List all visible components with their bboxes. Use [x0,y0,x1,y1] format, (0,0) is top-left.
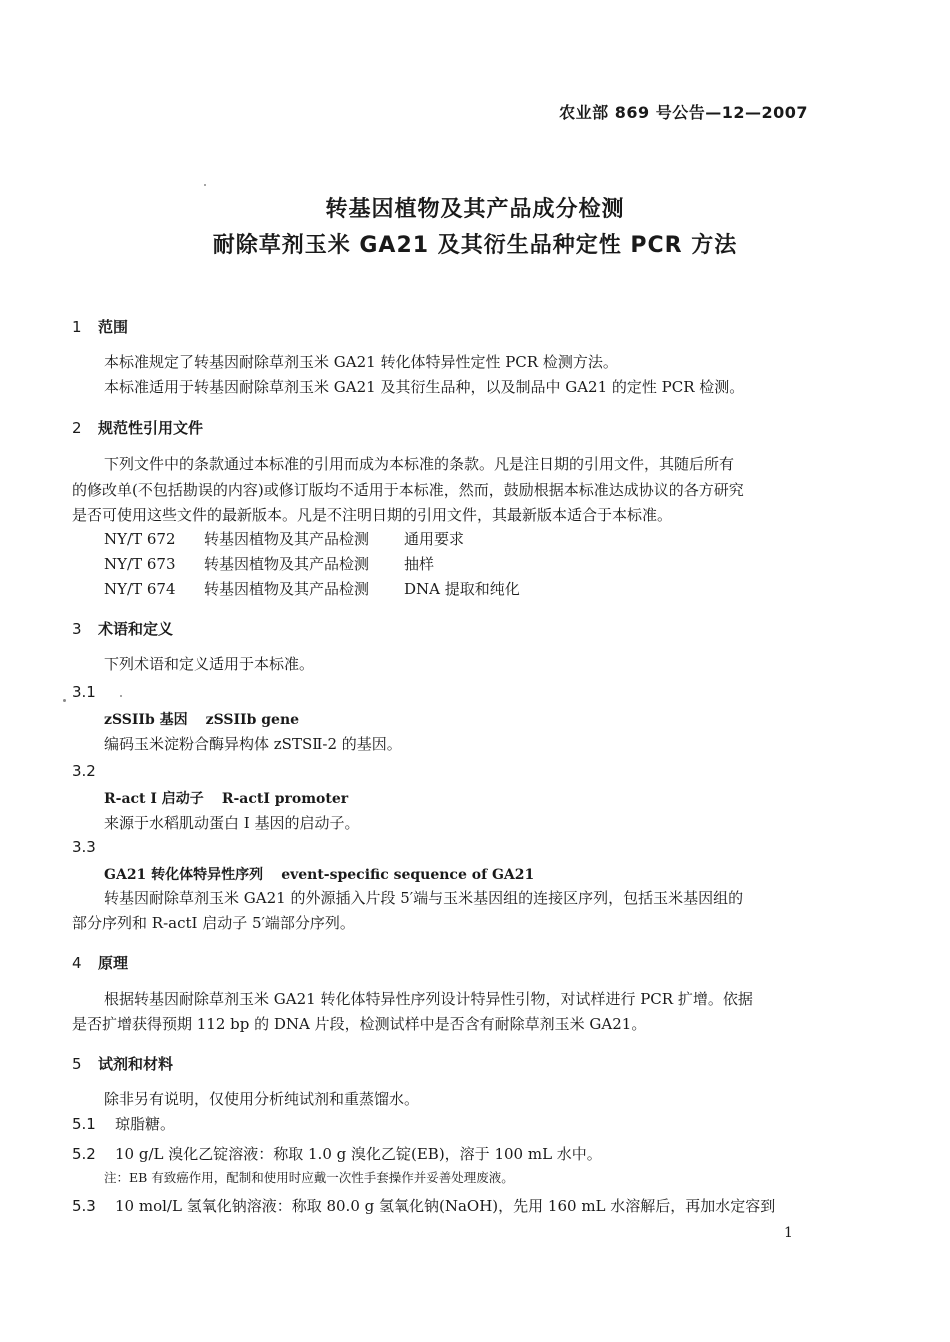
reference-part: 通用要求 [404,530,465,548]
reference-item [104,553,434,574]
term-chinese: R-act I 启动子 [104,791,204,807]
section-1-heading [72,316,128,337]
reference-part: 抽样 [404,555,435,573]
paragraph-line: 是否扩增获得预期 112 bp 的 DNA 片段，检测试样中是否含有耐除草剂玉米 GA21。 [72,1015,647,1033]
document-title-line1: 转基因植物及其产品成分检测 [325,197,625,222]
reference-title: 转基因植物及其产品检测 [204,555,370,573]
term-chinese: zSSIIb 基因 [104,712,188,728]
section-number: 4 [72,954,82,972]
paragraph-line: 下列文件中的条款通过本标准的引用而成为本标准的条款。凡是注日期的引用文件，其随后所有 [104,455,735,473]
reference-code: NY/T 674 [104,580,176,598]
scan-speck [204,184,206,186]
item-text: 琼脂糖。 [115,1115,176,1133]
paragraph: 本标准适用于转基因耐除草剂玉米 GA21 及其衍生品种，以及制品中 GA21 的定性 PCR 检测。 [104,378,745,396]
section-2-heading [72,417,203,438]
item-number: 5.3 [72,1197,96,1215]
reference-item [104,578,520,599]
section-title: 试剂和材料 [98,1055,174,1073]
standard-code: 农业部 869 号公告—12—2007 [559,103,808,122]
paragraph-line: 的修改单(不包括勘误的内容)或修订版均不适用于本标准，然而，鼓励根据本标准达成协议的各方研究 [72,481,744,499]
paragraph: 除非另有说明，仅使用分析纯试剂和重蒸馏水。 [104,1090,420,1108]
section-number: 2 [72,419,82,437]
term-definition: 来源于水稻肌动蛋白 I 基因的启动子。 [104,814,360,832]
section-4-heading [72,952,128,973]
section-title: 术语和定义 [98,620,174,638]
paragraph: 本标准规定了转基因耐除草剂玉米 GA21 转化体特异性定性 PCR 检测方法。 [104,353,618,371]
term-definition-line: 转基因耐除草剂玉米 GA21 的外源插入片段 5′端与玉米基因组的连接区序列，包括玉米基因组的 [104,889,744,907]
paragraph-line: 根据转基因耐除草剂玉米 GA21 转化体特异性序列设计特异性引物，对试样进行 PCR 扩增。依据 [104,990,753,1008]
term-heading [104,864,534,884]
term-heading [104,788,348,808]
page-number: 1 [784,1225,793,1241]
section-number: 5 [72,1055,82,1073]
reference-item [104,528,464,549]
term-number: 3.2 [72,762,96,780]
paragraph: 下列术语和定义适用于本标准。 [104,655,315,673]
note: 注：EB 有致癌作用，配制和使用时应戴一次性手套操作并妥善处理废液。 [104,1170,514,1185]
term-heading [104,709,299,729]
term-english: zSSIIb gene [205,712,300,728]
reference-code: NY/T 673 [104,555,176,573]
reference-title: 转基因植物及其产品检测 [204,580,370,598]
section-3-heading [72,618,173,639]
term-definition: 编码玉米淀粉合酶异构体 zSTSⅡ-2 的基因。 [104,735,402,753]
section-number: 1 [72,318,82,336]
section-5-heading [72,1053,173,1074]
reference-part: DNA 提取和纯化 [404,580,520,598]
term-number: 3.1 [72,683,96,701]
item-text: 10 mol/L 氢氧化钠溶液：称取 80.0 g 氢氧化钠(NaOH)，先用 160 mL 水溶解后，再加水定容到 [115,1197,776,1215]
item-text: 10 g/L 溴化乙锭溶液：称取 1.0 g 溴化乙锭(EB)，溶于 100 mL 水中。 [115,1145,602,1163]
reference-code: NY/T 672 [104,530,176,548]
term-chinese: GA21 转化体特异性序列 [104,867,264,883]
paragraph-line: 是否可使用这些文件的最新版本。凡是不注明日期的引用文件，其最新版本适合于本标准。 [72,506,673,524]
reference-title: 转基因植物及其产品检测 [204,530,370,548]
section-title: 范围 [98,318,129,336]
term-number: 3.3 [72,838,96,856]
term-english: event-specific sequence of GA21 [281,867,535,883]
scan-speck [120,695,122,697]
document-title-line2: 耐除草剂玉米 GA21 及其衍生品种定性 PCR 方法 [212,233,738,258]
term-english: R-actI promoter [221,791,349,807]
section-number: 3 [72,620,82,638]
item-number: 5.2 [72,1145,96,1163]
item-number: 5.1 [72,1115,96,1133]
section-title: 规范性引用文件 [98,419,204,437]
term-definition-line: 部分序列和 R-actI 启动子 5′端部分序列。 [72,914,355,932]
section-title: 原理 [98,954,129,972]
scan-speck [63,699,66,702]
